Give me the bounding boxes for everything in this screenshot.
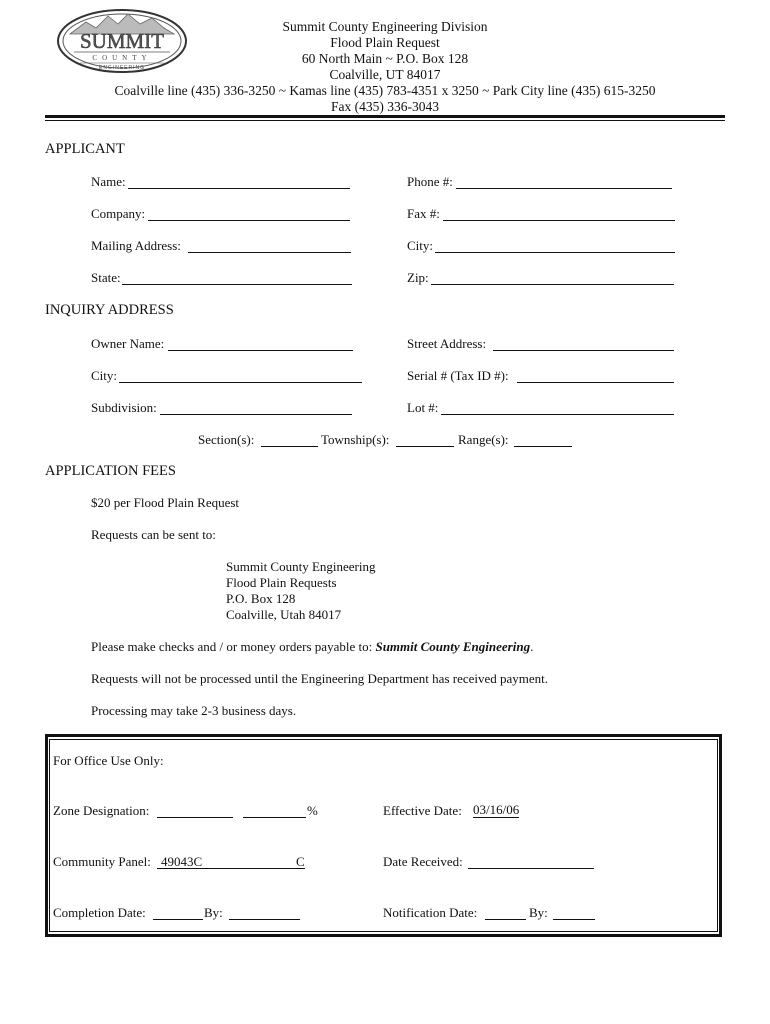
- date-received-label: Date Received:: [383, 854, 463, 869]
- community-panel-suffix: C: [296, 854, 305, 869]
- header-rule-thin: [45, 120, 725, 121]
- completion-date-label: Completion Date:: [53, 905, 146, 920]
- effective-date-label: Effective Date:: [383, 803, 462, 818]
- fax-label: Fax #:: [407, 206, 440, 221]
- section-label: Section(s):: [198, 432, 255, 447]
- community-panel-label: Community Panel:: [53, 854, 151, 869]
- header-fax: Fax (435) 336-3043: [331, 99, 439, 114]
- zip-label: Zip:: [407, 270, 429, 285]
- lot-field[interactable]: [441, 414, 674, 415]
- state-label: State:: [91, 270, 121, 285]
- applicant-heading: APPLICANT: [45, 141, 125, 157]
- owner-name-label: Owner Name:: [91, 336, 165, 351]
- fee-amount: $20 per Flood Plain Request: [91, 495, 240, 510]
- community-panel-value: 49043C: [161, 854, 203, 869]
- range-label: Range(s):: [458, 432, 509, 447]
- city-label: City:: [407, 238, 434, 253]
- office-use-heading: For Office Use Only:: [53, 753, 164, 768]
- percent-sign: %: [307, 803, 318, 818]
- svg-text:SUMMIT: SUMMIT: [79, 29, 165, 53]
- section-field[interactable]: [261, 446, 318, 447]
- name-label: Name:: [91, 174, 126, 189]
- serial-field[interactable]: [517, 382, 674, 383]
- mailing-address-label: Mailing Address:: [91, 238, 181, 253]
- svg-text:ENGINEERING: ENGINEERING: [98, 65, 146, 71]
- inquiry-city-label: City:: [91, 368, 118, 383]
- notification-by-label: By:: [529, 905, 548, 920]
- city-field[interactable]: [435, 252, 675, 253]
- lot-label: Lot #:: [407, 400, 439, 415]
- svg-text:COUNTY: COUNTY: [92, 54, 152, 62]
- completion-by-field[interactable]: [229, 919, 300, 920]
- mail-address-line-2: Flood Plain Requests: [226, 575, 337, 590]
- checks-payable-prefix: Please make checks and / or money orders payable to:: [91, 639, 376, 654]
- fax-field[interactable]: [443, 220, 675, 221]
- inquiry-address-heading: INQUIRY ADDRESS: [45, 302, 174, 318]
- zone-designation-label: Zone Designation:: [53, 803, 150, 818]
- payment-required-note: Requests will not be processed until the Engineering Department has received payment.: [91, 671, 549, 686]
- mail-address-line-4: Coalville, Utah 84017: [226, 607, 342, 622]
- header-division: Summit County Engineering Division: [282, 19, 488, 34]
- owner-name-field[interactable]: [168, 350, 353, 351]
- township-field[interactable]: [396, 446, 454, 447]
- application-fees-heading: APPLICATION FEES: [45, 463, 176, 479]
- street-address-label: Street Address:: [407, 336, 487, 351]
- name-field[interactable]: [128, 188, 350, 189]
- checks-payable-note: [91, 639, 533, 655]
- notification-date-label: Notification Date:: [383, 905, 478, 920]
- state-field[interactable]: [122, 284, 352, 285]
- range-field[interactable]: [514, 446, 572, 447]
- subdivision-label: Subdivision:: [91, 400, 157, 415]
- phone-label: Phone #:: [407, 174, 453, 189]
- date-received-field[interactable]: [468, 868, 594, 869]
- mailing-address-field[interactable]: [188, 252, 351, 253]
- company-field[interactable]: [148, 220, 350, 221]
- header-phones: Coalville line (435) 336-3250 ~ Kamas line (435) 783-4351 x 3250 ~ Park City line (435) 615-3250: [114, 83, 656, 98]
- serial-label: Serial # (Tax ID #):: [407, 368, 509, 383]
- company-label: Company:: [91, 206, 146, 221]
- checks-payable-suffix: .: [530, 639, 534, 654]
- header-address: 60 North Main ~ P.O. Box 128: [301, 51, 469, 66]
- notification-date-field[interactable]: [485, 919, 526, 920]
- zone-percent-field[interactable]: [243, 817, 306, 818]
- mail-address-line-3: P.O. Box 128: [226, 591, 296, 606]
- header-city: Coalville, UT 84017: [329, 67, 441, 82]
- processing-time-note: Processing may take 2-3 business days.: [91, 703, 297, 718]
- effective-date-value: 03/16/06: [473, 802, 520, 817]
- street-address-field[interactable]: [493, 350, 674, 351]
- header-form-title: Flood Plain Request: [330, 35, 440, 50]
- phone-field[interactable]: [456, 188, 672, 189]
- header-rule-thick: [45, 115, 725, 118]
- inquiry-city-field[interactable]: [119, 382, 362, 383]
- checks-payee: Summit County Engineering: [375, 639, 531, 654]
- mail-address-line-1: Summit County Engineering: [226, 559, 376, 574]
- requests-sent-to: Requests can be sent to:: [91, 527, 216, 542]
- completion-by-label: By:: [204, 905, 223, 920]
- township-label: Township(s):: [321, 432, 390, 447]
- notification-by-field[interactable]: [553, 919, 595, 920]
- completion-date-field[interactable]: [153, 919, 203, 920]
- zone-designation-field[interactable]: [157, 817, 233, 818]
- zip-field[interactable]: [431, 284, 674, 285]
- subdivision-field[interactable]: [160, 414, 352, 415]
